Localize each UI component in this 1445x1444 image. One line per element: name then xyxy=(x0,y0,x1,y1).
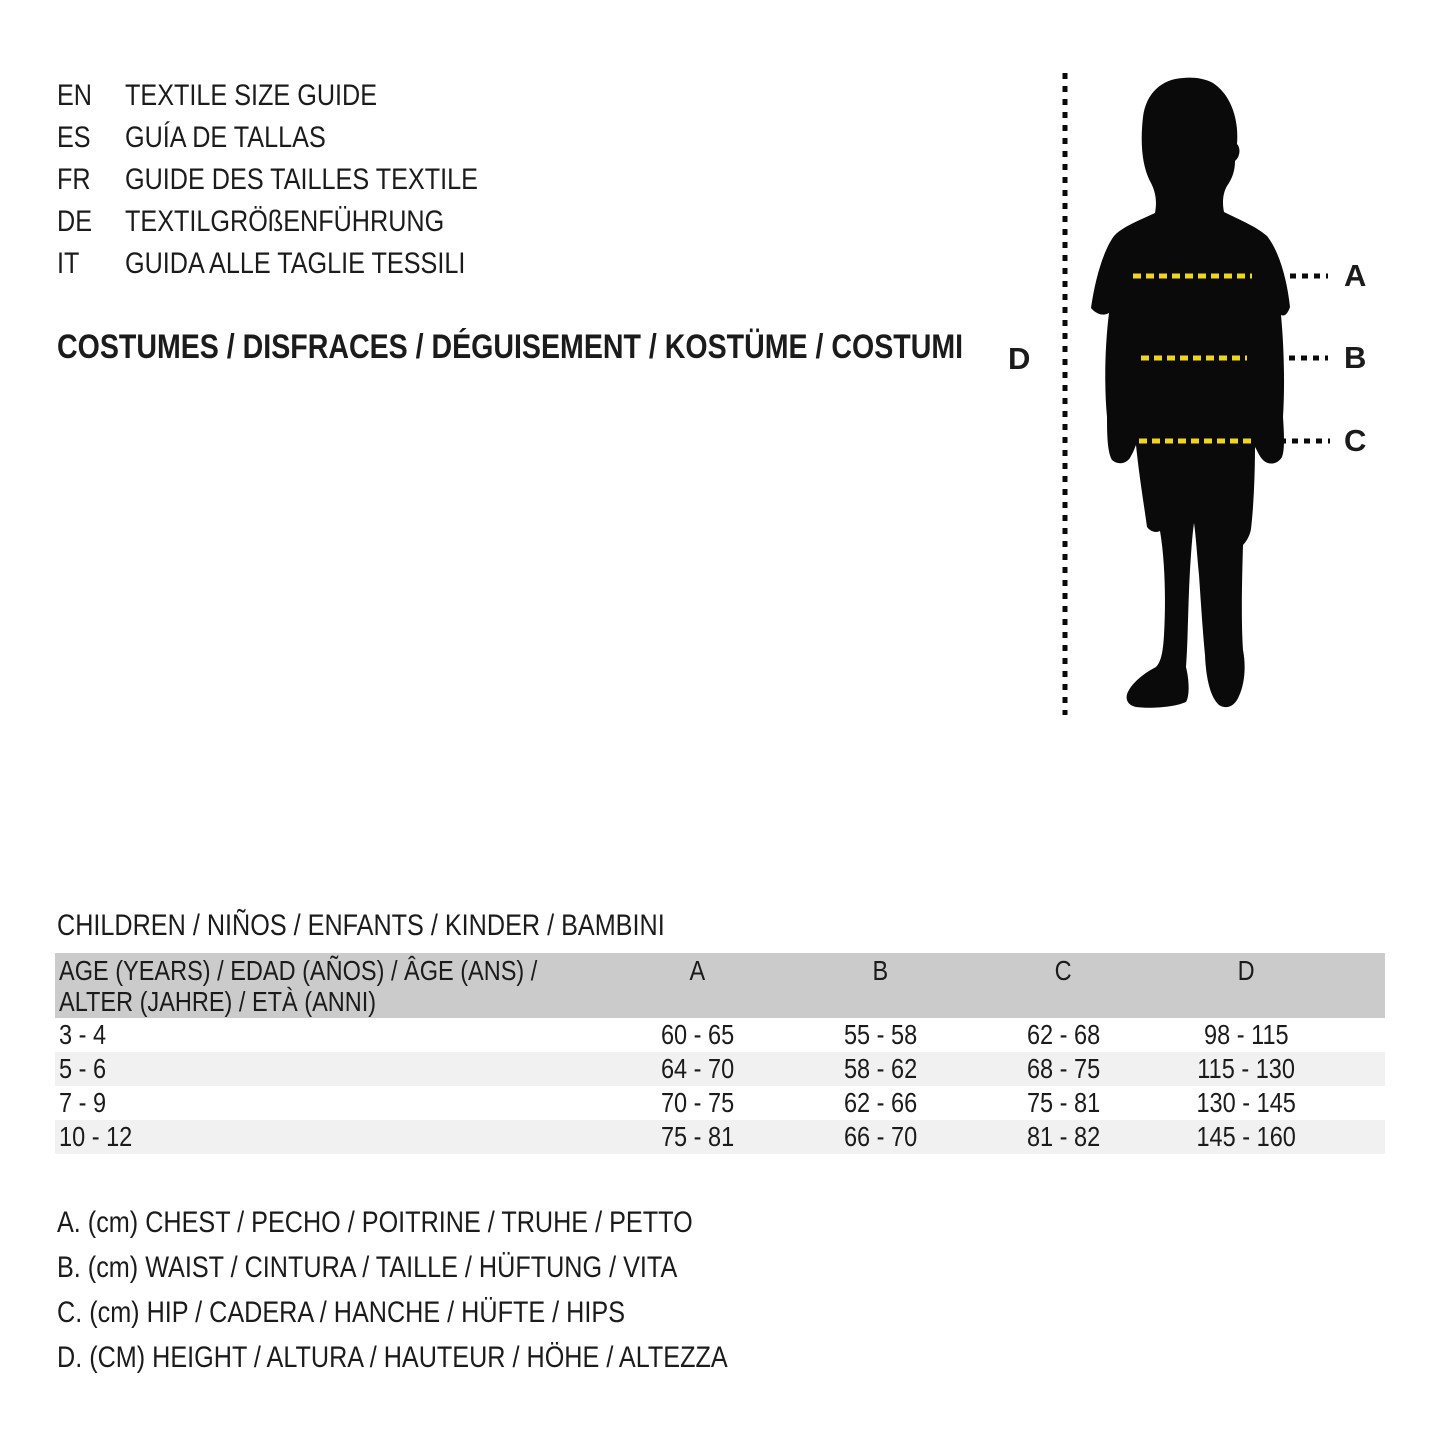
age-header-line2: ALTER (JAHRE) / ETÀ (ANNI) xyxy=(59,986,377,1017)
category-line: COSTUMES / DISFRACES / DÉGUISEMENT / KOSTÜME / COSTUMI xyxy=(57,328,964,366)
size-guide-title: GUIDE DES TAILLES TEXTILE xyxy=(125,163,478,196)
age-header-line1: AGE (YEARS) / EDAD (AÑOS) / ÂGE (ANS) / xyxy=(59,955,538,986)
language-code: DE xyxy=(57,205,93,238)
age-cell: 10 - 12 xyxy=(59,1121,133,1152)
language-code: IT xyxy=(57,247,80,280)
table-header xyxy=(55,953,1385,1018)
height-cell: 145 - 160 xyxy=(1196,1121,1297,1152)
chest-cell: 70 - 75 xyxy=(660,1087,735,1118)
column-header-d: D xyxy=(1237,955,1255,986)
measurement-figure xyxy=(1000,55,1400,725)
age-cell: 3 - 4 xyxy=(59,1019,107,1050)
waist-cell: 62 - 66 xyxy=(843,1087,918,1118)
hip-cell: 68 - 75 xyxy=(1026,1053,1101,1084)
hip-dimension-label: C xyxy=(1344,423,1367,458)
language-title-block xyxy=(57,75,545,285)
language-row xyxy=(57,201,545,243)
language-row xyxy=(57,75,545,117)
measurement-legend xyxy=(57,1200,855,1380)
hip-cell: 62 - 68 xyxy=(1026,1019,1101,1050)
column-header-b: B xyxy=(872,955,889,986)
hip-cell: 75 - 81 xyxy=(1026,1087,1101,1118)
legend-line-chest: A. (cm) CHEST / PECHO / POITRINE / TRUHE / PETTO xyxy=(57,1205,693,1239)
height-dimension-label: D xyxy=(1008,341,1031,376)
table-row xyxy=(55,1018,1385,1052)
size-guide-title: GUIDA ALLE TAGLIE TESSILI xyxy=(125,247,466,280)
table-row xyxy=(55,1120,1385,1154)
waist-cell: 66 - 70 xyxy=(843,1121,918,1152)
legend-line-waist: B. (cm) WAIST / CINTURA / TAILLE / HÜFTUNG / VITA xyxy=(57,1250,678,1284)
age-cell: 5 - 6 xyxy=(59,1053,107,1084)
height-cell: 130 - 145 xyxy=(1196,1087,1297,1118)
chest-cell: 60 - 65 xyxy=(660,1019,735,1050)
size-guide-title: TEXTILE SIZE GUIDE xyxy=(125,79,378,112)
children-section-title: CHILDREN / NIÑOS / ENFANTS / KINDER / BAMBINI xyxy=(57,909,665,942)
table-row xyxy=(55,1052,1385,1086)
spacer xyxy=(1338,955,1385,1018)
language-row xyxy=(57,243,545,285)
chest-cell: 64 - 70 xyxy=(660,1053,735,1084)
column-header-a: A xyxy=(689,955,706,986)
language-code: ES xyxy=(57,121,91,154)
height-cell: 98 - 115 xyxy=(1204,1019,1289,1050)
legend-line-height: D. (CM) HEIGHT / ALTURA / HAUTEUR / HÖHE / ALTEZZA xyxy=(57,1340,728,1374)
children-size-table xyxy=(55,953,1385,1154)
language-row xyxy=(57,159,545,201)
size-guide-title: TEXTILGRÖßENFÜHRUNG xyxy=(125,205,445,238)
chest-cell: 75 - 81 xyxy=(660,1121,735,1152)
legend-line-hip: C. (cm) HIP / CADERA / HANCHE / HÜFTE / HIPS xyxy=(57,1295,625,1329)
chest-dimension-label: A xyxy=(1344,258,1367,293)
language-code: EN xyxy=(57,79,93,112)
hip-cell: 81 - 82 xyxy=(1026,1121,1101,1152)
age-cell: 7 - 9 xyxy=(59,1087,107,1118)
column-header-c: C xyxy=(1054,955,1072,986)
waist-cell: 58 - 62 xyxy=(843,1053,918,1084)
child-silhouette xyxy=(1000,55,1400,725)
waist-cell: 55 - 58 xyxy=(843,1019,918,1050)
table-row xyxy=(55,1086,1385,1120)
height-cell: 115 - 130 xyxy=(1197,1053,1296,1084)
size-guide-title: GUÍA DE TALLAS xyxy=(125,121,326,154)
language-code: FR xyxy=(57,163,91,196)
child-silhouette-path xyxy=(1091,78,1290,708)
language-row xyxy=(57,117,545,159)
age-header-cell xyxy=(55,955,606,1018)
waist-dimension-label: B xyxy=(1344,340,1367,375)
